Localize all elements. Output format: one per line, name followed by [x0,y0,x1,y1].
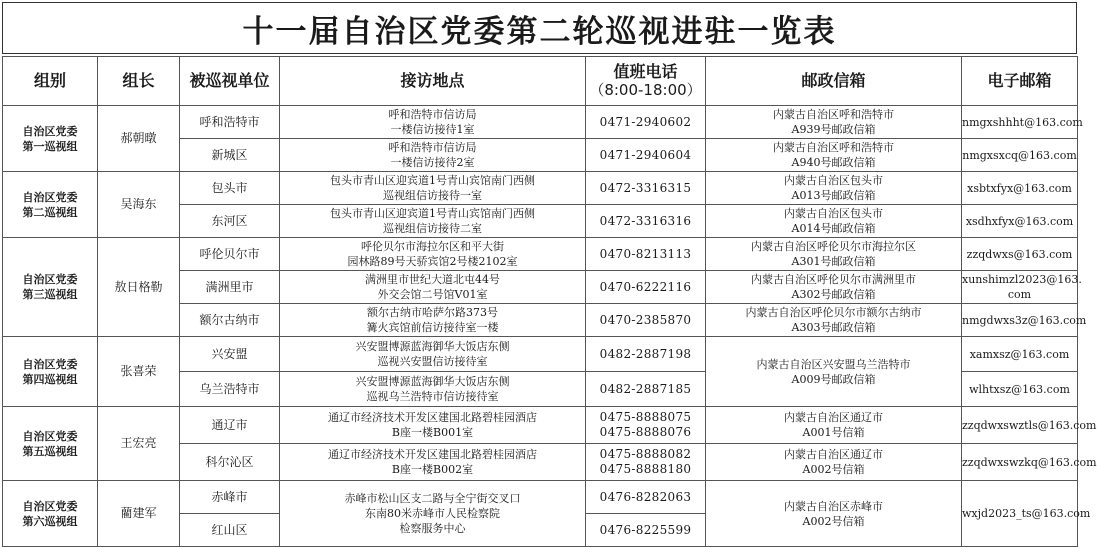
group-name [3,172,98,238]
header-phone-label: 值班电话 [613,62,678,81]
phone-cell: 0476-8282063 [586,481,706,514]
group-name-line: 自治区党委 [22,357,78,371]
mailbox-line: 内蒙古自治区赤峰市 [784,499,883,513]
mailbox-line: 内蒙古自治区通辽市 [784,448,883,461]
mailbox-line: A939号邮政信箱 [791,123,876,136]
leader-name: 王宏亮 [98,407,180,481]
group-name-line: 第五巡视组 [22,444,78,458]
address-line: B座一楼B002室 [391,463,474,476]
mailbox-cell [706,444,962,481]
table-row [3,407,1078,444]
mailbox-cell [706,304,962,337]
mailbox-line: A002号信箱 [802,463,865,476]
mailbox-line: A009号邮政信箱 [791,372,876,386]
header-phone [586,57,706,106]
mailbox-line: A940号邮政信箱 [791,156,876,169]
email-cell: zzqdwxs@163.com [962,238,1078,271]
group-name-line: 自治区党委 [22,190,78,204]
group-name [3,481,98,547]
table-row [3,106,1078,139]
group-name-line: 第六巡视组 [22,514,78,528]
header-unit: 被巡视单位 [180,57,280,106]
email-line: com [1007,288,1032,301]
mailbox-line: 内蒙古自治区包头市 [784,174,883,187]
mailbox-cell [706,106,962,139]
address-line: 检察服务中心 [399,522,466,535]
unit-name: 包头市 [180,172,280,205]
group-name-line: 自治区党委 [22,273,78,286]
address-cell [280,444,586,481]
address-cell [280,205,586,238]
address-line: 呼伦贝尔市海拉尔区和平大街 [361,240,504,253]
unit-name: 东河区 [180,205,280,238]
group-name-line: 自治区党委 [22,499,78,513]
group-name [3,238,98,337]
group-name-line: 第三巡视组 [22,288,78,301]
leader-name: 藺建军 [98,481,180,547]
address-cell [280,106,586,139]
address-line: 园林路89号天骄宾馆2号楼2102室 [347,255,518,268]
mailbox-line: A013号邮政信箱 [791,189,876,202]
mailbox-cell [706,407,962,444]
leader-name: 敖日格勒 [98,238,180,337]
address-line: 包头市青山区迎宾道1号青山宾馆南门西侧 [330,207,535,220]
address-cell [280,372,586,407]
phone-cell: 0470-6222116 [586,271,706,304]
mailbox-cell [706,271,962,304]
email-cell: zzqdwxswzkq@163.com [962,444,1078,481]
mailbox-line: 内蒙古自治区兴安盟乌兰浩特市 [756,357,911,371]
email-cell: xsbtxfyx@163.com [962,172,1078,205]
email-cell: nmgxsxcq@163.com [962,139,1078,172]
address-line: 赤峰市松山区支二路与全宁街交叉口 [344,492,521,505]
phone-cell [586,444,706,481]
email-cell: xamxsz@163.com [962,337,1078,372]
table-row [3,481,1078,514]
email-line: xunshimzl2023@163. [962,273,1082,286]
phone-cell [586,407,706,444]
unit-name: 红山区 [180,514,280,547]
header-row [3,57,1078,106]
address-line: 巡视乌兰浩特市信访接待室 [366,390,499,403]
phone-cell: 0476-8225599 [586,514,706,547]
header-phone-hours: （8:00-18:00） [589,81,702,99]
phone-cell: 0471-2940602 [586,106,706,139]
leader-name: 吴海东 [98,172,180,238]
address-line: 额尔古纳市哈萨尔路373号 [367,306,498,319]
mailbox-line: 内蒙古自治区通辽市 [784,411,883,424]
mailbox-cell [706,172,962,205]
address-cell [280,139,586,172]
unit-name: 科尔沁区 [180,444,280,481]
mailbox-line: 内蒙古自治区呼伦贝尔市海拉尔区 [751,240,916,253]
group-name [3,407,98,481]
group-name-line: 自治区党委 [22,124,78,138]
group-name [3,337,98,407]
address-line: 通辽市经济技术开发区建国北路碧桂园酒店 [328,411,537,424]
address-line: 通辽市经济技术开发区建国北路碧桂园酒店 [328,448,537,461]
address-line: 巡视组信访接待二室 [383,222,482,235]
unit-name: 满洲里市 [180,271,280,304]
group-name-line: 第二巡视组 [22,205,78,219]
address-line: 东南80米赤峰市人民检察院 [365,507,500,520]
mailbox-cell [706,205,962,238]
group-name-line: 自治区党委 [22,429,78,443]
header-leader: 组长 [98,57,180,106]
table-row [3,172,1078,205]
address-line: 兴安盟博源蓝海御华大饭店东侧 [355,340,510,353]
inspection-table [2,56,1097,547]
header-email: 电子邮箱 [962,57,1078,106]
address-line: 一楼信访接待1室 [390,123,475,136]
unit-name: 呼和浩特市 [180,106,280,139]
leader-name: 郝朝暾 [98,106,180,172]
mailbox-line: A303号邮政信箱 [791,321,876,334]
address-cell [280,304,586,337]
address-cell [280,481,586,547]
email-cell: wxjd2023_ts@163.com [962,481,1078,547]
address-line: 包头市青山区迎宾道1号青山宾馆南门西侧 [330,174,535,187]
directory-sheet [2,2,1097,548]
phone-cell: 0470-8213113 [586,238,706,271]
phone-cell: 0482-2887185 [586,372,706,407]
mailbox-cell [706,238,962,271]
mailbox-cell [706,481,962,547]
address-cell [280,337,586,372]
address-line: 满洲里市世纪大道北屯44号 [365,273,500,286]
header-group: 组别 [3,57,98,106]
phone-cell: 0472-3316315 [586,172,706,205]
header-mailbox: 邮政信箱 [706,57,962,106]
phone-cell: 0471-2940604 [586,139,706,172]
email-cell: wlhtxsz@163.com [962,372,1078,407]
address-line: 巡视兴安盟信访接待室 [377,355,488,368]
address-line: 篝火宾馆前信访接待室一楼 [366,321,499,334]
mailbox-line: A014号邮政信箱 [791,222,876,235]
phone-line: 0475-8888180 [599,462,692,476]
mailbox-line: A001号信箱 [802,426,865,439]
mailbox-line: 内蒙古自治区包头市 [784,207,883,220]
address-line: 一楼信访接待2室 [390,156,475,169]
group-name-line: 第一巡视组 [22,139,78,153]
unit-name: 新城区 [180,139,280,172]
email-cell: zzqdwxswztls@163.com [962,407,1078,444]
page-title: 十一届自治区党委第二轮巡视进驻一览表 [2,2,1077,54]
address-line: 兴安盟博源蓝海御华大饭店东侧 [355,375,510,388]
email-cell [962,271,1082,304]
address-line: 呼和浩特市信访局 [388,108,477,121]
unit-name: 额尔古纳市 [180,304,280,337]
address-cell [280,238,586,271]
mailbox-line: 内蒙古自治区呼伦贝尔市额尔古纳市 [745,306,922,319]
mailbox-line: 内蒙古自治区呼伦贝尔市满洲里市 [751,273,916,286]
mailbox-line: A002号信箱 [802,514,865,528]
mailbox-line: 内蒙古自治区呼和浩特市 [773,141,894,154]
phone-cell: 0482-2887198 [586,337,706,372]
table-row [3,238,1078,271]
mailbox-cell [706,139,962,172]
phone-cell: 0470-2385870 [586,304,706,337]
leader-name: 张喜荣 [98,337,180,407]
address-cell [280,172,586,205]
address-line: 外交会馆二号馆V01室 [377,288,488,301]
phone-line: 0475-8888075 [599,410,692,424]
mailbox-line: 内蒙古自治区呼和浩特市 [773,108,894,121]
group-name [3,106,98,172]
group-name-line: 第四巡视组 [22,372,78,386]
address-line: B座一楼B001室 [391,426,474,439]
header-address: 接访地点 [280,57,586,106]
email-cell: xsdhxfyx@163.com [962,205,1078,238]
phone-cell: 0472-3316316 [586,205,706,238]
phone-line: 0475-8888082 [599,447,692,461]
mailbox-cell [706,337,962,407]
address-cell [280,407,586,444]
email-cell: nmgxshhht@163.com [962,106,1078,139]
phone-line: 0475-8888076 [599,425,692,439]
unit-name: 呼伦贝尔市 [180,238,280,271]
mailbox-line: A301号邮政信箱 [791,255,876,268]
email-cell: nmgdwxs3z@163.com [962,304,1078,337]
address-cell [280,271,586,304]
table-row [3,337,1078,372]
address-line: 呼和浩特市信访局 [388,141,477,154]
unit-name: 乌兰浩特市 [180,372,280,407]
mailbox-line: A302号邮政信箱 [791,288,876,301]
address-line: 巡视组信访接待一室 [383,189,482,202]
unit-name: 赤峰市 [180,481,280,514]
unit-name: 兴安盟 [180,337,280,372]
unit-name: 通辽市 [180,407,280,444]
